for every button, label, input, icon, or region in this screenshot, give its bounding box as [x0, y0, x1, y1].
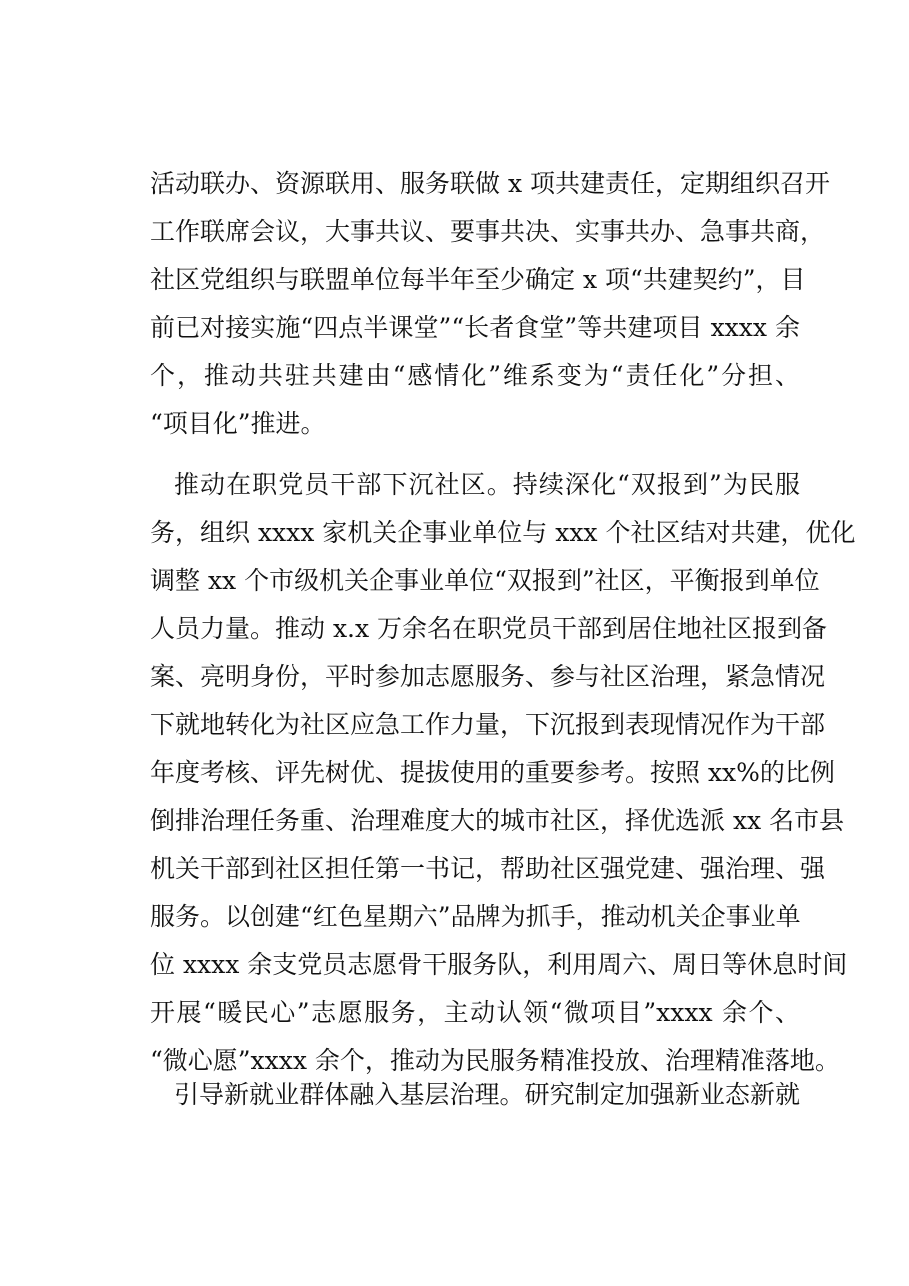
text-line: “项目化”推进。: [150, 409, 326, 438]
text-line: 位 xxxx 余支党员志愿骨干服务队，利用周六、周日等休息时间: [150, 950, 848, 979]
paragraph-heading-line: 引导新就业群体融入基层治理。研究制定加强新业态新就: [174, 1080, 800, 1109]
text-line: 倒排治理任务重、治理难度大的城市社区，择优选派 xx 名市县: [150, 806, 845, 835]
text-line: 前已对接实施“四点半课堂”“长者食堂”等共建项目 xxxx 余: [150, 313, 800, 342]
text-line: “微心愿”xxxx 余个，推动为民服务精准投放、治理精准落地。: [150, 1046, 840, 1075]
text-line: 服务。以创建“红色星期六”品牌为抓手，推动机关企事业单: [150, 902, 801, 931]
text-line: 活动联办、资源联用、服务联做 x 项共建责任，定期组织召开: [150, 169, 830, 198]
text-line: 下就地转化为社区应急工作力量，下沉报到表现情况作为干部: [150, 710, 826, 739]
text-line: 务，组织 xxxx 家机关企事业单位与 xxx 个社区结对共建，优化: [150, 518, 856, 547]
text-line: 案、亮明身份，平时参加志愿服务、参与社区治理，紧急情况: [150, 662, 826, 691]
text-line: 调整 xx 个市级机关企事业单位“双报到”社区，平衡报到单位: [150, 566, 820, 595]
text-line: 个，推动共驻共建由“感情化”维系变为“责任化”分担、: [150, 361, 801, 390]
text-line: 人员力量。推动 x.x 万余名在职党员干部到居住地社区报到备: [150, 614, 828, 643]
text-line: 社区党组织与联盟单位每半年至少确定 x 项“共建契约”，目: [150, 265, 806, 294]
paragraph-heading-line: 推动在职党员干部下沉社区。持续深化“双报到”为民服: [174, 470, 800, 499]
text-line: 年度考核、评先树优、提拔使用的重要参考。按照 xx%的比例: [150, 758, 835, 787]
text-line: 工作联席会议，大事共议、要事共决、实事共办、急事共商，: [150, 217, 826, 246]
text-line: 开展“暖民心”志愿服务，主动认领“微项目”xxxx 余个、: [150, 998, 800, 1027]
text-line: 机关干部到社区担任第一书记，帮助社区强党建、强治理、强: [150, 854, 826, 883]
